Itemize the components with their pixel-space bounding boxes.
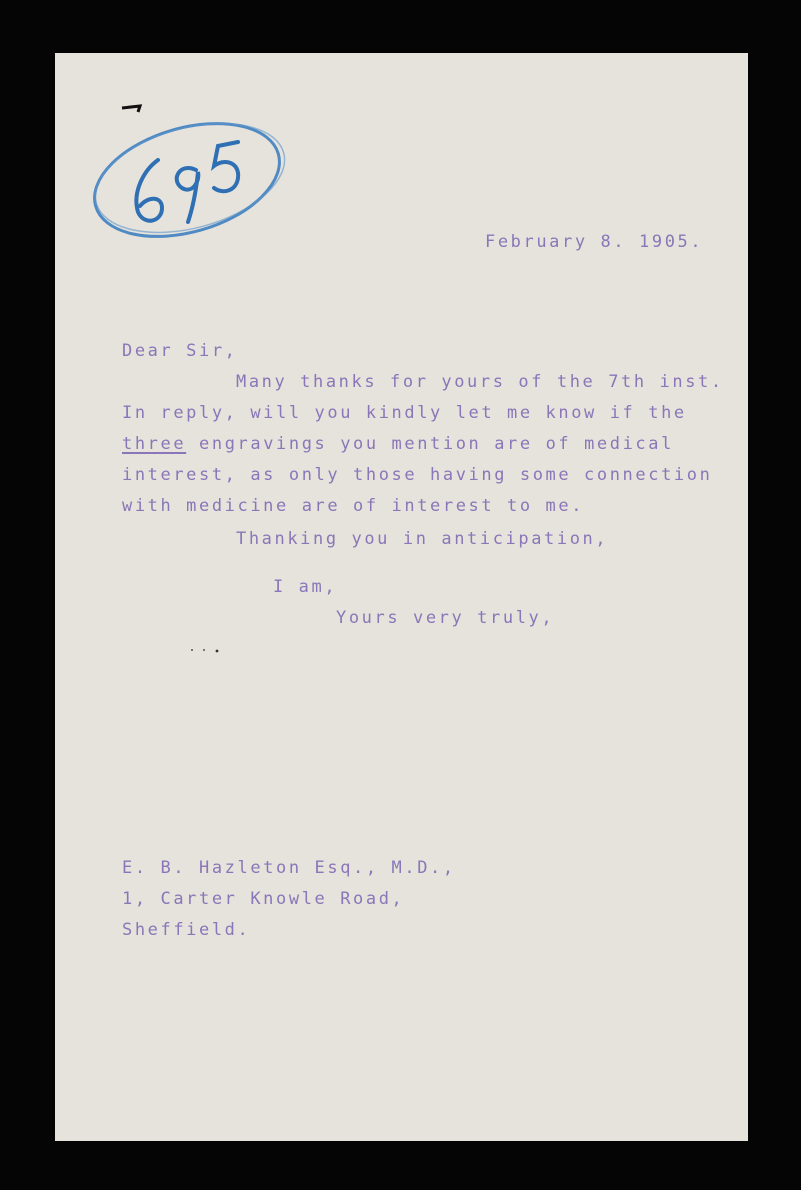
pencil-tick <box>122 106 140 112</box>
recipient-street: 1, Carter Knowle Road, <box>122 889 405 909</box>
letter-date: February 8. 1905. <box>485 232 704 252</box>
recipient-name: E. B. Hazleton Esq., M.D., <box>122 858 456 878</box>
recipient-city: Sheffield. <box>122 920 251 940</box>
body-line-5: with medicine are of interest to me. <box>122 496 585 516</box>
body-line-3 <box>122 436 674 453</box>
body-line-4: interest, as only those having some connection <box>122 465 713 485</box>
body-line-6: Thanking you in anticipation, <box>236 529 609 549</box>
salutation: Dear Sir, <box>122 341 238 361</box>
digit-5-stroke <box>214 142 238 191</box>
underlined-word: three <box>122 434 187 454</box>
archive-number-mark <box>62 100 292 260</box>
body-line-1: Many thanks for yours of the 7th inst. <box>236 372 724 392</box>
digit-9-stroke <box>177 168 199 222</box>
digit-6-stroke <box>136 160 162 221</box>
ink-specks <box>188 645 228 655</box>
body-line-3-rest: engravings you mention are of medical <box>186 434 674 454</box>
body-line-2: In reply, will you kindly let me know if the <box>122 403 687 423</box>
closing-line-2: Yours very truly, <box>336 608 555 628</box>
closing-line-1: I am, <box>273 577 338 597</box>
